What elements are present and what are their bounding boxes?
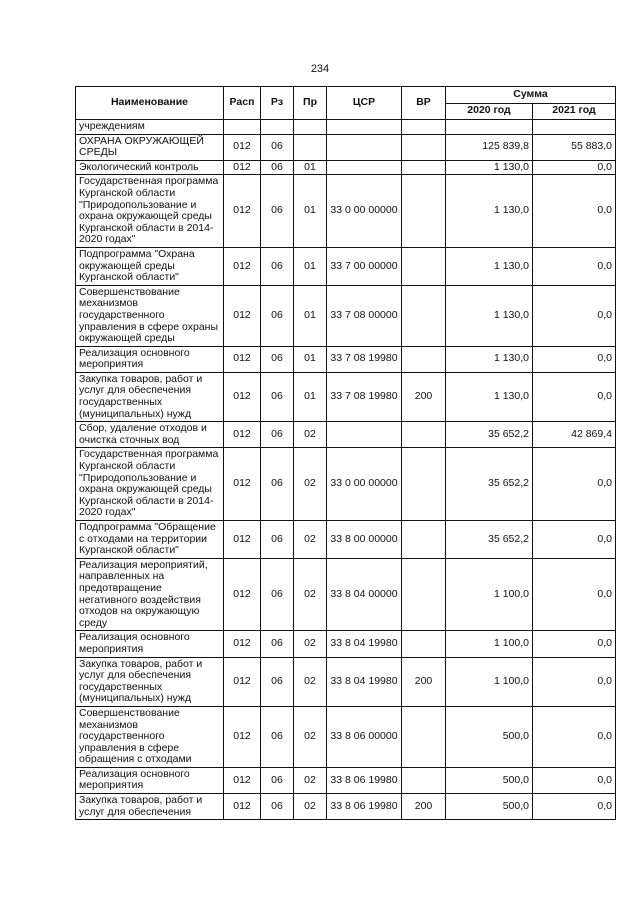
row-rasp: 012: [224, 372, 261, 421]
row-csr: 33 0 00 00000: [327, 175, 402, 248]
row-rasp: 012: [224, 160, 261, 175]
row-rz: 06: [261, 175, 294, 248]
row-name: Подпрограмма "Обращение с отходами на территории Курганской области": [76, 521, 224, 559]
row-vr: [402, 247, 446, 285]
table-row: [76, 247, 616, 285]
row-2021: 0,0: [533, 631, 616, 657]
row-vr: [402, 160, 446, 175]
row-pr: 02: [294, 706, 327, 767]
row-rz: 06: [261, 706, 294, 767]
row-2021: [533, 120, 616, 135]
header-2020: 2020 год: [446, 103, 533, 120]
row-rz: 06: [261, 448, 294, 521]
row-csr: 33 8 06 19980: [327, 794, 402, 820]
row-csr: [327, 160, 402, 175]
row-rasp: 012: [224, 285, 261, 346]
row-pr: 02: [294, 448, 327, 521]
row-pr: 02: [294, 767, 327, 793]
row-2021: 0,0: [533, 247, 616, 285]
row-csr: 33 8 04 00000: [327, 558, 402, 631]
row-rz: 06: [261, 247, 294, 285]
row-2020: 500,0: [446, 767, 533, 793]
row-name: Подпрограмма "Охрана окружающей среды Курганской области": [76, 247, 224, 285]
table-row: [76, 285, 616, 346]
row-2020: 1 100,0: [446, 657, 533, 706]
row-pr: 01: [294, 346, 327, 372]
row-pr: 02: [294, 558, 327, 631]
row-2020: 1 100,0: [446, 558, 533, 631]
row-vr: [402, 175, 446, 248]
row-name: Реализация основного мероприятия: [76, 631, 224, 657]
row-pr: 02: [294, 422, 327, 448]
table-row: [76, 706, 616, 767]
table-row: [76, 794, 616, 820]
row-vr: [402, 120, 446, 135]
row-csr: 33 8 06 00000: [327, 706, 402, 767]
header-vr: ВР: [402, 87, 446, 120]
row-vr: [402, 422, 446, 448]
row-name: Закупка товаров, работ и услуг для обеспечения: [76, 794, 224, 820]
row-name: Реализация основного мероприятия: [76, 346, 224, 372]
row-2020: 1 130,0: [446, 247, 533, 285]
row-2020: 1 100,0: [446, 631, 533, 657]
row-2020: 1 130,0: [446, 285, 533, 346]
row-rasp: 012: [224, 706, 261, 767]
row-vr: [402, 134, 446, 160]
row-2020: 500,0: [446, 706, 533, 767]
row-pr: 01: [294, 160, 327, 175]
header-rz: Рз: [261, 87, 294, 120]
row-rz: 06: [261, 631, 294, 657]
row-2020: 125 839,8: [446, 134, 533, 160]
row-rasp: 012: [224, 558, 261, 631]
row-2021: 0,0: [533, 175, 616, 248]
row-rz: 06: [261, 558, 294, 631]
row-2020: [446, 120, 533, 135]
row-vr: [402, 558, 446, 631]
row-pr: 01: [294, 285, 327, 346]
row-2021: 42 869,4: [533, 422, 616, 448]
row-csr: 33 8 00 00000: [327, 521, 402, 559]
header-name: Наименование: [76, 87, 224, 120]
table-row: [76, 175, 616, 248]
table-row: [76, 657, 616, 706]
table-row: [76, 372, 616, 421]
header-rasp: Расп: [224, 87, 261, 120]
row-name: Экологический контроль: [76, 160, 224, 175]
row-2020: 35 652,2: [446, 521, 533, 559]
row-2021: 0,0: [533, 558, 616, 631]
row-csr: 33 7 08 00000: [327, 285, 402, 346]
row-name: Сбор, удаление отходов и очистка сточных вод: [76, 422, 224, 448]
row-2021: 0,0: [533, 372, 616, 421]
row-name: Совершенствование механизмов государственного управления в сфере обращения с отходами: [76, 706, 224, 767]
row-2020: 1 130,0: [446, 160, 533, 175]
table-row: [76, 448, 616, 521]
row-vr: [402, 285, 446, 346]
row-rz: 06: [261, 767, 294, 793]
row-csr: 33 7 08 19980: [327, 372, 402, 421]
table-row: [76, 160, 616, 175]
row-rz: 06: [261, 160, 294, 175]
row-csr: 33 7 00 00000: [327, 247, 402, 285]
row-rasp: 012: [224, 134, 261, 160]
row-2021: 0,0: [533, 767, 616, 793]
row-name: Государственная программа Курганской области "Природопользование и охрана окружающей среды Курганской области в 2014-2020 годах": [76, 175, 224, 248]
row-2021: 0,0: [533, 285, 616, 346]
row-rasp: [224, 120, 261, 135]
row-2021: 0,0: [533, 657, 616, 706]
row-pr: [294, 134, 327, 160]
row-rasp: 012: [224, 767, 261, 793]
row-2021: 0,0: [533, 160, 616, 175]
row-vr: 200: [402, 794, 446, 820]
row-pr: 02: [294, 631, 327, 657]
row-rasp: 012: [224, 521, 261, 559]
row-2021: 0,0: [533, 521, 616, 559]
row-rasp: 012: [224, 631, 261, 657]
row-2021: 0,0: [533, 794, 616, 820]
table-row: [76, 134, 616, 160]
row-vr: [402, 521, 446, 559]
row-2020: 1 130,0: [446, 372, 533, 421]
row-csr: 33 0 00 00000: [327, 448, 402, 521]
table-row: [76, 631, 616, 657]
row-rz: 06: [261, 422, 294, 448]
row-2021: 55 883,0: [533, 134, 616, 160]
row-2020: 35 652,2: [446, 448, 533, 521]
row-rasp: 012: [224, 448, 261, 521]
row-rasp: 012: [224, 794, 261, 820]
row-2020: 1 130,0: [446, 346, 533, 372]
row-name: Закупка товаров, работ и услуг для обеспечения государственных (муниципальных) нужд: [76, 372, 224, 421]
row-name: учреждениям: [76, 120, 224, 135]
header-sum: Сумма: [446, 87, 616, 104]
row-csr: [327, 422, 402, 448]
header-pr: Пр: [294, 87, 327, 120]
row-name: Совершенствование механизмов государственного управления в сфере охраны окружающей среды: [76, 285, 224, 346]
row-rz: 06: [261, 346, 294, 372]
budget-table: [75, 86, 616, 820]
header-2021: 2021 год: [533, 103, 616, 120]
row-csr: [327, 134, 402, 160]
row-rz: 06: [261, 794, 294, 820]
row-rasp: 012: [224, 657, 261, 706]
row-pr: 02: [294, 794, 327, 820]
row-pr: 02: [294, 521, 327, 559]
row-csr: 33 7 08 19980: [327, 346, 402, 372]
row-2020: 500,0: [446, 794, 533, 820]
table-body: [76, 120, 616, 820]
row-2021: 0,0: [533, 346, 616, 372]
row-rz: 06: [261, 134, 294, 160]
row-vr: 200: [402, 657, 446, 706]
row-csr: 33 8 04 19980: [327, 631, 402, 657]
row-vr: [402, 767, 446, 793]
row-vr: [402, 448, 446, 521]
row-rasp: 012: [224, 346, 261, 372]
row-rasp: 012: [224, 422, 261, 448]
header-row-1: [76, 87, 616, 104]
row-pr: [294, 120, 327, 135]
row-csr: 33 8 04 19980: [327, 657, 402, 706]
row-vr: [402, 346, 446, 372]
row-name: Закупка товаров, работ и услуг для обеспечения государственных (муниципальных) нужд: [76, 657, 224, 706]
row-name: ОХРАНА ОКРУЖАЮЩЕЙ СРЕДЫ: [76, 134, 224, 160]
table-row: [76, 422, 616, 448]
row-vr: 200: [402, 372, 446, 421]
row-rz: [261, 120, 294, 135]
row-2021: 0,0: [533, 706, 616, 767]
row-rz: 06: [261, 521, 294, 559]
row-vr: [402, 631, 446, 657]
table-row: [76, 767, 616, 793]
table-row: [76, 120, 616, 135]
header-csr: ЦСР: [327, 87, 402, 120]
row-rasp: 012: [224, 175, 261, 248]
row-csr: [327, 120, 402, 135]
row-rasp: 012: [224, 247, 261, 285]
row-2021: 0,0: [533, 448, 616, 521]
row-rz: 06: [261, 372, 294, 421]
row-name: Реализация основного мероприятия: [76, 767, 224, 793]
row-name: Государственная программа Курганской области "Природопользование и охрана окружающей среды Курганской области в 2014-2020 годах": [76, 448, 224, 521]
row-csr: 33 8 06 19980: [327, 767, 402, 793]
row-name: Реализация мероприятий, направленных на предотвращение негативного воздействия отходов на окружающую среду: [76, 558, 224, 631]
row-pr: 01: [294, 247, 327, 285]
row-vr: [402, 706, 446, 767]
row-2020: 1 130,0: [446, 175, 533, 248]
row-rz: 06: [261, 285, 294, 346]
page-number: 234: [310, 63, 330, 75]
table-row: [76, 346, 616, 372]
row-2020: 35 652,2: [446, 422, 533, 448]
table-row: [76, 558, 616, 631]
table-row: [76, 521, 616, 559]
row-pr: 01: [294, 372, 327, 421]
row-rz: 06: [261, 657, 294, 706]
row-pr: 02: [294, 657, 327, 706]
row-pr: 01: [294, 175, 327, 248]
